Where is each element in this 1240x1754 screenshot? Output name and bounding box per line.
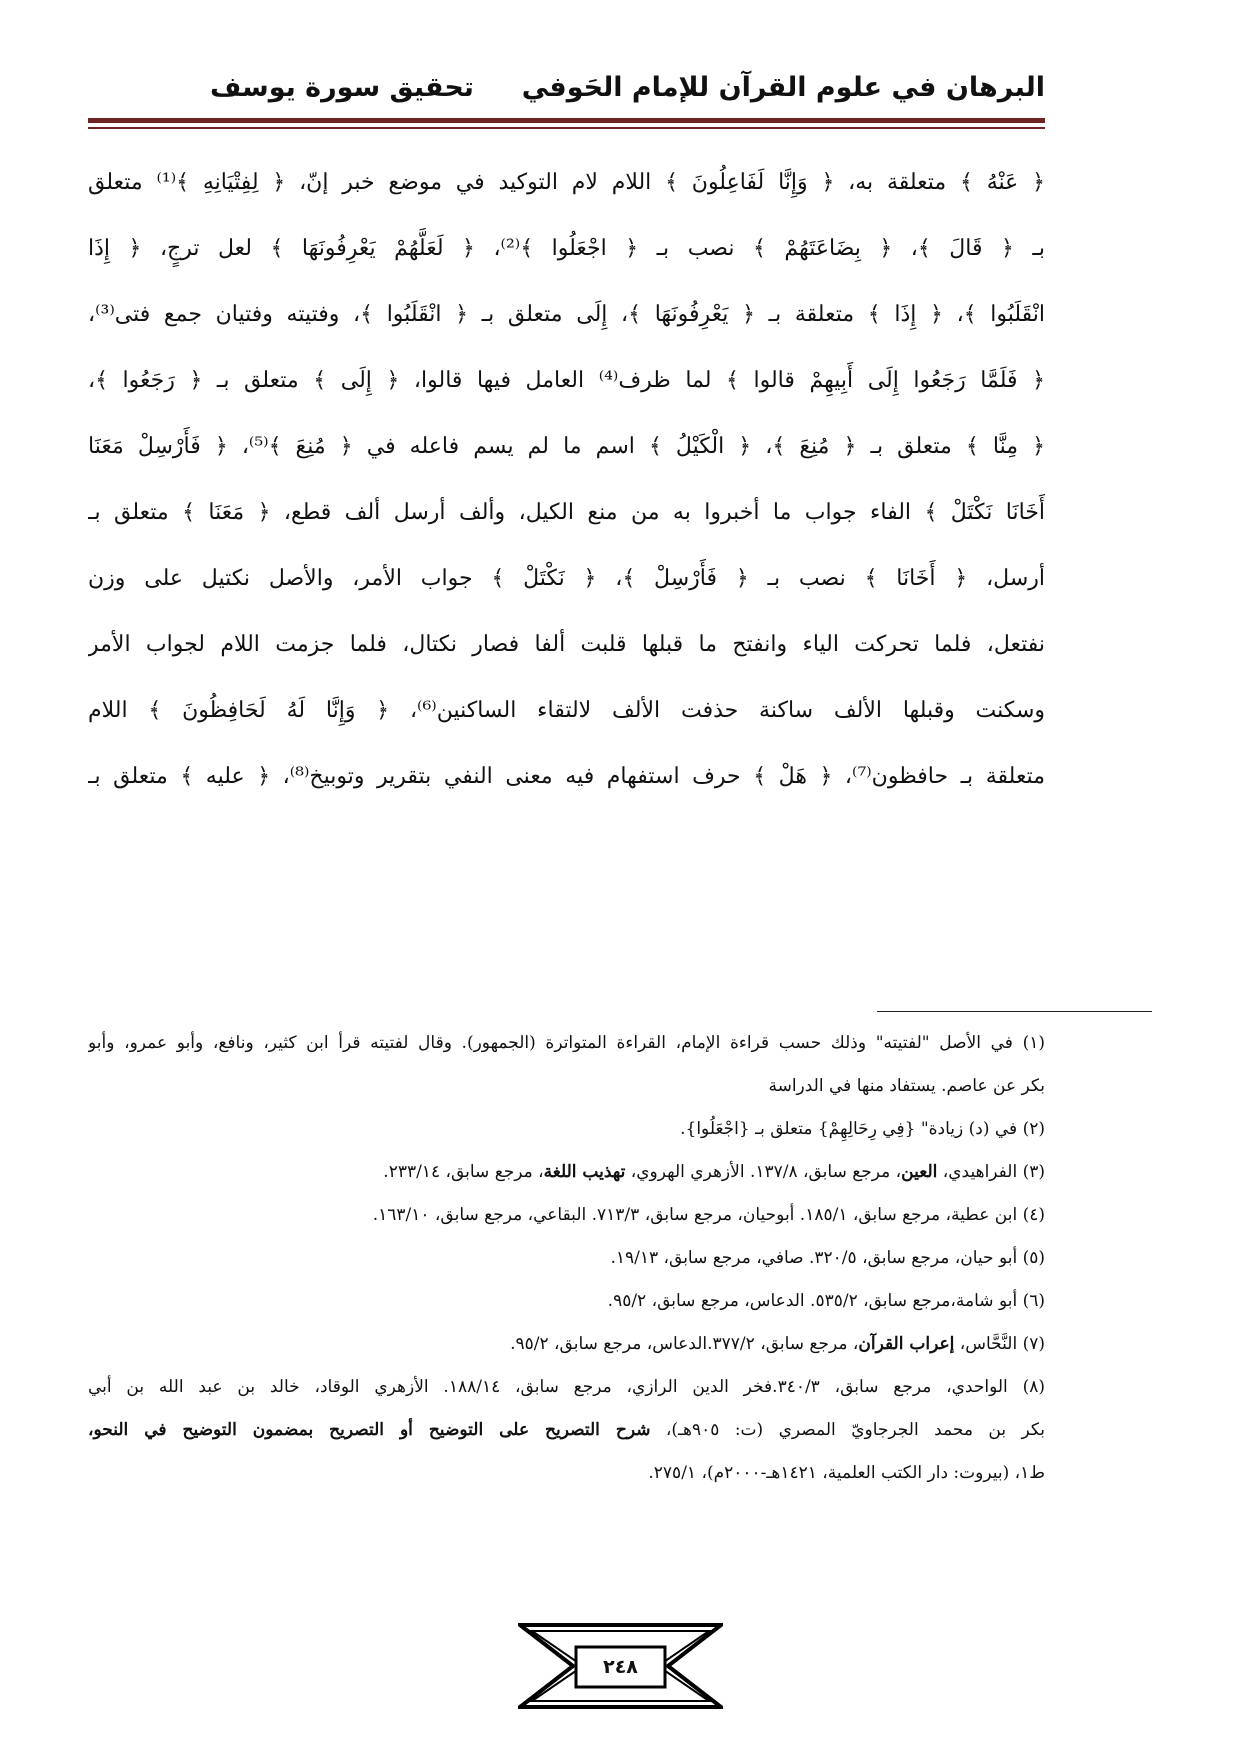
footnote-3-text: (٣) الفراهيدي،: [937, 1162, 1045, 1182]
footnote-2: (٢) في (د) زيادة" {فِي رِحَالِهِمْ} متعلق بـ {اجْعَلُوا}.: [680, 1119, 1045, 1139]
footnote-8-continued: [88, 1409, 1045, 1452]
footnote-7-book-title: إعراب القرآن: [858, 1334, 955, 1354]
header-rule-thin: [88, 127, 1045, 129]
footnote-8: (٨) الواحدي، مرجع سابق، ٣٤٠/٣.فخر الدين الرازي، مرجع سابق، ١٨٨/١٤. الأزهري الوقاد، خالد بن عبد الله بن أبي: [88, 1377, 1045, 1397]
footnote-separator: [877, 1011, 1152, 1012]
footnote-4: (٤) ابن عطية، مرجع سابق، ١٨٥/١. أبوحيان، مرجع سابق، ٧١٣/٣. البقاعي، مرجع سابق، ١٦٣/١٠.: [372, 1205, 1045, 1225]
section-title: تحقيق سورة يوسف: [210, 72, 474, 103]
text-line: نفتعل، فلما تحركت الياء وانفتح ما قبلها قلبت ألفا فصار نكتال، فلما جزمت اللام لجواب الأمر: [88, 632, 1045, 657]
footnote-8-book-title: شرح التصريح على التوضيح أو التصريح بمضمون التوضيح في النحو،: [88, 1420, 651, 1440]
footnote-1-continued: بكر عن عاصم. يستفاد منها في الدراسة: [768, 1076, 1045, 1096]
text-line: متعلقة بـ حافظون⁽⁷⁾، ﴿ هَلْ ﴾ حرف استفهام فيه معنى النفي بتقرير وتوبيخ⁽⁸⁾، ﴿ عليه ﴾ متعلق بـ: [88, 764, 1045, 789]
footnote-8-text: بكر بن محمد الجرجاويّ المصري (ت: ٩٠٥هـ)،: [650, 1420, 1045, 1440]
footnote-3-book-title: العين: [901, 1162, 938, 1182]
footnote-8-continued: ط١، (بيروت: دار الكتب العلمية، ١٤٢١هـ-٢٠٠٠م)، ٢٧٥/١.: [648, 1463, 1045, 1483]
footnote-6: (٦) أبو شامة،مرجع سابق، ٥٣٥/٢. الدعاس، مرجع سابق، ٩٥/٢.: [607, 1291, 1045, 1311]
text-line: ﴿ مِنَّا ﴾ متعلق بـ ﴿ مُنِعَ ﴾، ﴿ الْكَيْلُ ﴾ اسم ما لم يسم فاعله في ﴿ مُنِعَ ﴾⁽⁵⁾، ﴿ فَأَرْسِلْ مَعَنَا: [88, 434, 1045, 459]
text-line: بـ ﴿ قَالَ ﴾، ﴿ بِضَاعَتَهُمْ ﴾ نصب بـ ﴿ اجْعَلُوا ﴾⁽²⁾، ﴿ لَعَلَّهُمْ يَعْرِفُونَهَا ﴾ لعل ترجٍ، ﴿ إِذَا: [88, 236, 1045, 261]
main-text: [88, 150, 1045, 810]
footnotes: [88, 1022, 1045, 1495]
text-line: وسكنت وقبلها الألف ساكنة حذفت الألف لالتقاء الساكنين⁽⁶⁾، ﴿ وَإِنَّا لَهُ لَحَافِظُونَ ﴾ اللام: [88, 698, 1045, 723]
text-line: انْقَلَبُوا ﴾، ﴿ إِذَا ﴾ متعلقة بـ ﴿ يَعْرِفُونَهَا ﴾، إِلَى متعلق بـ ﴿ انْقَلَبُوا ﴾، وفتيته وفتيان جمع فتى⁽³⁾،: [88, 302, 1045, 327]
page-number: ٢٤٨: [603, 1656, 638, 1678]
footnote-7: [88, 1323, 1045, 1366]
text-line: أَخَانَا نَكْتَلْ ﴾ الفاء جواب ما أخبروا به من منع الكيل، وألف أرسل ألف قطع، ﴿ مَعَنَا ﴾ متعلق بـ: [88, 500, 1045, 525]
running-header: [210, 72, 1045, 112]
text-line: ﴿ عَنْهُ ﴾ متعلقة به، ﴿ وَإِنَّا لَفَاعِلُونَ ﴾ اللام لام التوكيد في موضع خبر إنّ، ﴿ لِفِتْيَانِهِ ﴾⁽¹⁾ متعلق: [88, 170, 1045, 195]
footnote-1: (١) في الأصل "لفتيته" وذلك حسب قراءة الإمام، القراءة المتواترة (الجمهور). وقال لفتيته قرأ ابن كثير، ونافع، وأبو عمرو، وأبو: [88, 1033, 1045, 1053]
footnote-5: (٥) أبو حيان، مرجع سابق، ٣٢٠/٥. صافي، مرجع سابق، ١٩/١٣.: [610, 1248, 1045, 1268]
footnote-3-book-title: تهذيب اللغة: [543, 1162, 626, 1182]
text-line: ﴿ فَلَمَّا رَجَعُوا إِلَى أَبِيهِمْ قالوا ﴾ لما ظرف⁽⁴⁾ العامل فيها قالوا، ﴿ إِلَى ﴾ متعلق بـ ﴿ رَجَعُوا ﴾،: [88, 368, 1045, 393]
footnote-3-text: ، مرجع سابق، ١٣٧/٨. الأزهري الهروي،: [625, 1162, 902, 1182]
header-rule-thick: [88, 118, 1045, 123]
text-line: أرسل، ﴿ أَخَانَا ﴾ نصب بـ ﴿ فَأَرْسِلْ ﴾، ﴿ نَكْتَلْ ﴾ جواب الأمر، والأصل نكتيل على وزن: [88, 566, 1045, 591]
book-title: البرهان في علوم القرآن للإمام الحَوفي: [521, 72, 1045, 103]
footnote-7-text: ، مرجع سابق، ٣٧٧/٢.الدعاس، مرجع سابق، ٩٥/٢.: [510, 1334, 859, 1354]
footnote-7-text: (٧) النَّحَّاس،: [954, 1334, 1045, 1354]
page-number-ornament: [518, 1623, 723, 1709]
footnote-3: [88, 1151, 1045, 1194]
footnote-3-text: ، مرجع سابق، ٢٣٣/١٤.: [383, 1162, 544, 1182]
